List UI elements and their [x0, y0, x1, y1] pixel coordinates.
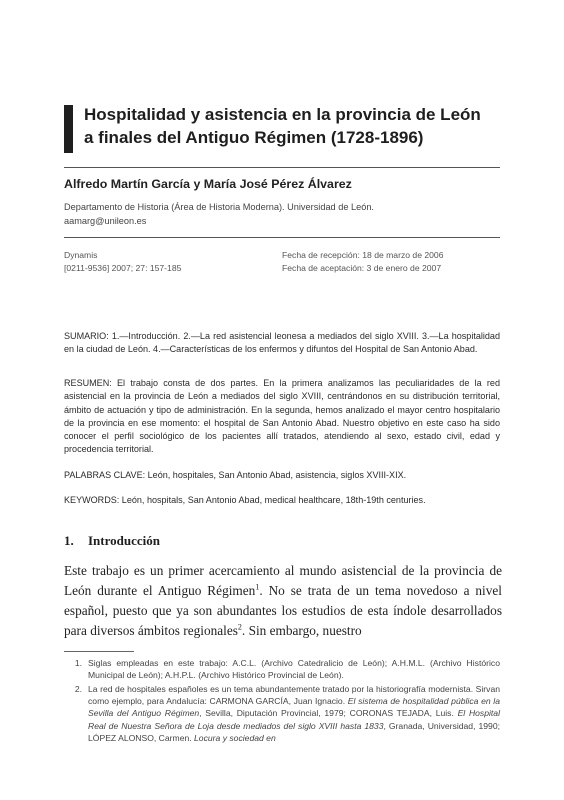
resumen: RESUMEN: El trabajo consta de dos partes. En la primera analizamos las peculiaridades de la red asistencial en la provincia de León a mediados del siglo XVIII, centrándonos en su distribución territorial, ámbito de actuación y tipo de administración. En la segunda, hemos analizado el mayor centro hospitalario de la provincia en ese momento: el hospital de San Antonio Abad. Nuestro objetivo en este caso ha sido conocer el perfil sociológico de los pacientes allí tratados, atendiendo al sexo, estado civil, edad y procedencia territorial. [64, 378, 500, 455]
title-divider [64, 167, 500, 168]
footnote-text-part: La red de hospitales españoles es un tema abundantemente tratado por la historiografía modernista. Sirvan como ejemplo, para Andalucía: CARMONA GARCÍA, Juan Ignacio. [88, 684, 500, 707]
accepted-date: Fecha de aceptación: 3 de enero de 2007 [282, 263, 442, 273]
sumario: SUMARIO: 1.—Introducción. 2.—La red asistencial leonesa a mediados del siglo XVIII. 3.—La hospitalidad en la ciudad de León. 4.—Características de los enfermos y difuntos del Hospital de San Antonio Abad. [64, 331, 500, 355]
journal-citation: [0211-9536] 2007; 27: 157-185 [64, 263, 182, 273]
keywords: KEYWORDS: León, hospitals, San Antonio Abad, medical healthcare, 18th-19th centuries. [64, 495, 426, 505]
palabras-clave: PALABRAS CLAVE: León, hospitales, San Antonio Abad, asistencia, siglos XVIII-XIX. [64, 470, 407, 480]
footnote-text-part: , Granada, Universidad, 1990; LÓPEZ ALONSO, Carmen. [88, 720, 500, 743]
body-text-1: Este trabajo es un primer acercamiento al mundo asistencial de la provincia de León durante el Antiguo Régimen [64, 563, 502, 598]
footnote-2 [64, 683, 500, 753]
section-heading [64, 533, 160, 549]
footnote-citation-title: El sistema de hospitalidad pública en la Sevilla del Antiguo Régimen [88, 696, 500, 719]
footnote-citation-title: Locura y sociedad en [194, 732, 276, 743]
footnote-text [88, 683, 500, 744]
article-title [84, 103, 504, 149]
title-line-1: Hospitalidad y asistencia en la provincia de León [84, 105, 481, 124]
footnote-text: Siglas empleadas en este trabajo: A.C.L. (Archivo Catedralicio de León); A.H.M.L. (Archivo Histórico Municipal de León); A.H.P.L. (Archivo Histórico Provincial de León). [88, 658, 500, 681]
authors: Alfredo Martín García y María José Pérez Álvarez [64, 177, 352, 191]
footnote-text-part: , Sevilla, Diputación Provincial, 1979; CORONAS TEJADA, Luis. [199, 708, 458, 719]
footnote-ref-1[interactable]: 1 [255, 582, 260, 592]
footnote-divider [64, 651, 134, 652]
submission-dates [282, 249, 443, 275]
section-number: 1. [64, 533, 74, 548]
affiliation [64, 201, 504, 228]
author-email: aamarg@unileon.es [64, 215, 147, 226]
journal-name: Dynamis [64, 250, 98, 260]
journal-info [64, 249, 181, 275]
received-date: Fecha de recepción: 18 de marzo de 2006 [282, 250, 444, 260]
department: Departamento de Historia (Área de Historia Moderna). Universidad de León. [64, 202, 374, 212]
footnote-1 [64, 657, 500, 683]
footnote-citation-title: El Hospital Real de Nuestra Señora de Loja desde mediados del siglo XVIII hasta 1833 [88, 708, 500, 731]
title-accent-bar [64, 105, 73, 153]
footnote-ref-2[interactable]: 2 [237, 622, 242, 632]
footnote-number: 1. [74, 658, 82, 668]
section-title: Introducción [88, 533, 160, 548]
body-text-2: . No se trata de un tema novedoso a nivel español, puesto que ya son abundantes los estudios de esta índole desarrollados para diversos ámbitos regionales [64, 583, 502, 638]
footnote-number: 2. [74, 684, 82, 694]
body-text-3: . Sin embargo, nuestro [241, 623, 362, 638]
title-line-2: a finales del Antiguo Régimen (1728-1896) [84, 128, 424, 147]
header-divider [64, 237, 500, 238]
body-paragraph [64, 561, 502, 641]
